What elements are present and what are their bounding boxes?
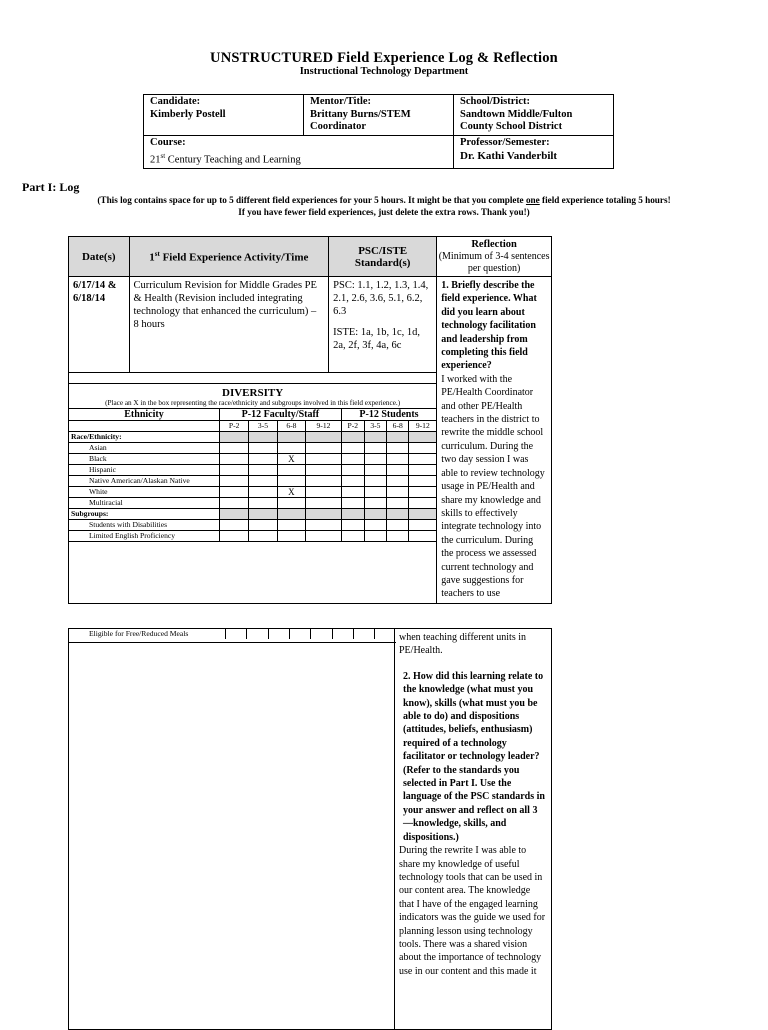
diversity-row	[69, 498, 436, 509]
mentor-label: Mentor/Title:	[310, 96, 372, 107]
shaded-cell	[277, 509, 305, 520]
diversity-row-label: Eligible for Free/Reduced Meals	[69, 629, 226, 639]
grade-header-2: 6-8	[277, 421, 305, 432]
grade-header-1: 3-5	[249, 421, 277, 432]
instructions-note: (This log contains space for up to 5 different field experiences for your 5 hours. It might be that you complete one field experience totaling 5 hours! If you have fewer field experiences, just delete the extra rows. Thank you!)	[97, 195, 671, 217]
diversity-mark-cell[interactable]	[364, 531, 386, 542]
diversity-row	[69, 443, 436, 454]
shaded-cell	[341, 509, 364, 520]
standards-header: PSC/ISTE Standard(s)	[329, 237, 437, 277]
reflection-cell-continued	[395, 629, 552, 1030]
shaded-cell	[341, 432, 364, 443]
shaded-cell	[409, 509, 436, 520]
diversity-mark-cell[interactable]	[277, 520, 305, 531]
students-col-header: P-12 Students	[341, 409, 436, 421]
shaded-cell	[249, 509, 277, 520]
diversity-mark-cell[interactable]	[277, 465, 305, 476]
diversity-mark-cell[interactable]	[220, 487, 249, 498]
professor-label: Professor/Semester:	[460, 137, 550, 148]
school-cell	[454, 95, 614, 136]
diversity-mark-cell[interactable]	[249, 487, 277, 498]
diversity-mark-cell[interactable]	[268, 629, 289, 639]
diversity-mark-cell[interactable]	[306, 454, 342, 465]
diversity-row	[69, 454, 436, 465]
diversity-mark-cell[interactable]	[409, 476, 436, 487]
diversity-mark-cell[interactable]: X	[277, 454, 305, 465]
diversity-mark-cell[interactable]	[289, 629, 310, 639]
diversity-mark-cell[interactable]	[249, 520, 277, 531]
race-heading-row	[69, 432, 436, 443]
diversity-row-label: Students with Disabilities	[69, 520, 220, 531]
diversity-mark-cell[interactable]	[387, 476, 409, 487]
diversity-mark-cell[interactable]	[306, 487, 342, 498]
diversity-row	[69, 520, 436, 531]
diversity-row	[69, 465, 436, 476]
shaded-cell	[220, 432, 249, 443]
diversity-row	[69, 487, 436, 498]
diversity-mark-cell[interactable]	[220, 465, 249, 476]
diversity-mark-cell[interactable]	[409, 487, 436, 498]
document-title: UNSTRUCTURED Field Experience Log & Reflection	[210, 50, 558, 66]
diversity-row-label: Limited English Proficiency	[69, 531, 220, 542]
diversity-mark-cell[interactable]	[249, 498, 277, 509]
field-experience-log-table	[68, 236, 552, 604]
candidate-label: Candidate:	[150, 96, 201, 107]
diversity-mark-cell[interactable]	[277, 476, 305, 487]
psc-standards: PSC: 1.1, 1.2, 1.3, 1.4, 2.1, 2.6, 3.6, 5.1, 6.2, 6.3	[333, 280, 429, 317]
subgroups-heading-row	[69, 509, 436, 520]
shaded-cell	[364, 509, 386, 520]
diversity-mark-cell[interactable]	[332, 629, 353, 639]
diversity-mark-cell[interactable]	[341, 498, 364, 509]
reflection-question-2: 2. How did this learning relate to the knowledge (what must you know), skills (what must you be able to do) and dispositions (attitudes, beliefs, enthusiasm) required of a technology facilitator or technology leader? (Refer to the standards you selected in Part I. Use the language of the PSC standards in your answer and reflect on all 3—knowledge, skills, and dispositions.)	[403, 670, 545, 843]
candidate-cell	[144, 95, 304, 136]
diversity-mark-cell[interactable]	[409, 443, 436, 454]
diversity-mark-cell[interactable]	[306, 476, 342, 487]
diversity-row-label: Asian	[69, 443, 220, 454]
reflection-answer-2: During the rewrite I was able to share my knowledge of useful technology tools that can be used in our content area. The knowledge that I have of the engaged learning indicators was the guide we used for planning lesson using technology tools. There was a shared vision about the importance of technology use in our content and this made it	[399, 845, 546, 977]
diversity-mark-cell[interactable]	[409, 465, 436, 476]
diversity-mark-cell[interactable]	[387, 487, 409, 498]
diversity-mark-cell[interactable]	[249, 443, 277, 454]
shaded-cell	[306, 509, 342, 520]
diversity-mark-cell[interactable]	[387, 454, 409, 465]
diversity-mark-cell[interactable]	[364, 443, 386, 454]
diversity-mark-cell[interactable]	[249, 454, 277, 465]
iste-standards: ISTE: 1a, 1b, 1c, 1d, 2a, 2f, 3f, 4a, 6c	[333, 327, 421, 351]
reflection-header: Reflection (Minimum of 3-4 sentences per question)	[437, 237, 552, 277]
diversity-mark-cell[interactable]	[277, 443, 305, 454]
entry-dates: 6/17/14 & 6/18/14	[69, 277, 130, 373]
diversity-row-label: White	[69, 487, 220, 498]
diversity-mark-cell[interactable]	[277, 498, 305, 509]
grade-header-6: 6-8	[387, 421, 409, 432]
diversity-mark-cell[interactable]	[249, 476, 277, 487]
shaded-cell	[249, 432, 277, 443]
reflection-question-1: 1. Briefly describe the field experience. What did you learn about technology facilitation and leadership from completing this field experience?	[441, 280, 537, 372]
grade-header-7: 9-12	[409, 421, 436, 432]
course-label: Course:	[150, 137, 186, 148]
continued-diversity-row	[69, 629, 395, 643]
grade-header-3: 9-12	[306, 421, 342, 432]
reflection-answer-1-continued: when teaching different units in PE/Health.	[399, 632, 527, 657]
diversity-title: DIVERSITY	[222, 387, 284, 399]
diversity-mark-cell[interactable]	[364, 454, 386, 465]
diversity-mark-cell[interactable]	[220, 531, 249, 542]
diversity-table	[69, 408, 436, 542]
diversity-mark-cell[interactable]	[311, 629, 332, 639]
candidate-info-table	[143, 94, 614, 169]
professor-cell	[454, 136, 614, 169]
mentor-cell	[304, 95, 454, 136]
diversity-row-label: Native American/Alaskan Native	[69, 476, 220, 487]
grade-header-4: P-2	[341, 421, 364, 432]
diversity-mark-cell[interactable]: X	[277, 487, 305, 498]
diversity-mark-cell[interactable]	[353, 629, 374, 639]
course-cell	[144, 136, 454, 169]
diversity-mark-cell[interactable]	[341, 476, 364, 487]
diversity-mark-cell[interactable]	[409, 531, 436, 542]
diversity-mark-cell[interactable]	[277, 531, 305, 542]
diversity-mark-cell[interactable]	[306, 498, 342, 509]
diversity-mark-cell[interactable]	[409, 498, 436, 509]
school-label: School/District:	[460, 96, 530, 107]
diversity-mark-cell[interactable]	[306, 465, 342, 476]
diversity-row	[69, 476, 436, 487]
subgroups-heading-row-label: Subgroups:	[69, 509, 220, 520]
diversity-mark-cell[interactable]	[364, 487, 386, 498]
entry-activity: Curriculum Revision for Middle Grades PE & Health (Revision included integrating technology that enhanced the curriculum) – 8 hours	[129, 277, 329, 373]
diversity-mark-cell[interactable]	[220, 476, 249, 487]
shaded-cell	[409, 432, 436, 443]
grade-header-0: P-2	[220, 421, 249, 432]
field-experience-log-continued	[68, 628, 552, 1030]
diversity-mark-cell[interactable]	[375, 629, 394, 639]
diversity-mark-cell[interactable]	[341, 454, 364, 465]
candidate-value: Kimberly Postell	[150, 108, 226, 120]
diversity-section	[69, 373, 437, 604]
faculty-col-header: P-12 Faculty/Staff	[220, 409, 342, 421]
diversity-mark-cell[interactable]	[387, 443, 409, 454]
diversity-mark-cell[interactable]	[409, 520, 436, 531]
shaded-cell	[387, 509, 409, 520]
shaded-cell	[387, 432, 409, 443]
entry-standards	[329, 277, 437, 373]
professor-value: Dr. Kathi Vanderbilt	[460, 149, 558, 162]
diversity-mark-cell[interactable]	[306, 520, 342, 531]
diversity-mark-cell[interactable]	[249, 465, 277, 476]
school-value: Sandtown Middle/Fulton County School District	[460, 108, 573, 132]
diversity-row	[69, 629, 394, 639]
diversity-mark-cell[interactable]	[341, 443, 364, 454]
diversity-mark-cell[interactable]	[387, 531, 409, 542]
diversity-mark-cell[interactable]	[220, 520, 249, 531]
diversity-row	[69, 531, 436, 542]
dates-header: Date(s)	[69, 237, 130, 277]
course-value: 21st Century Teaching and Learning	[150, 151, 301, 165]
diversity-mark-cell[interactable]	[364, 465, 386, 476]
shaded-cell	[277, 432, 305, 443]
diversity-mark-cell[interactable]	[364, 498, 386, 509]
diversity-row-label: Hispanic	[69, 465, 220, 476]
document-subtitle: Instructional Technology Department	[299, 66, 469, 77]
reflection-cell	[437, 277, 552, 604]
diversity-mark-cell[interactable]	[341, 520, 364, 531]
diversity-mark-cell[interactable]	[387, 520, 409, 531]
diversity-mark-cell[interactable]	[220, 454, 249, 465]
diversity-row-label: Black	[69, 454, 220, 465]
reflection-answer-1: I worked with the PE/Health Coordinator and other PE/Health teachers in the district to rewrite the middle school curriculum. During the two day session I was able to review technology usage in PE/Health and share my knowledge and skills to effectively integrate technology into the curriculum. During the process we assessed current technology and gave suggestions for teachers to use	[441, 373, 545, 600]
diversity-mark-cell[interactable]	[341, 487, 364, 498]
diversity-mark-cell[interactable]	[226, 629, 247, 639]
diversity-mark-cell[interactable]	[387, 465, 409, 476]
shaded-cell	[306, 432, 342, 443]
diversity-row-label: Multiracial	[69, 498, 220, 509]
ethnicity-col-header: Ethnicity	[69, 409, 220, 421]
race-heading-row-label: Race/Ethnicity:	[69, 432, 220, 443]
diversity-mark-cell[interactable]	[341, 465, 364, 476]
grade-header-row	[69, 421, 436, 432]
shaded-cell	[220, 509, 249, 520]
diversity-mark-cell[interactable]	[364, 476, 386, 487]
diversity-mark-cell[interactable]	[409, 454, 436, 465]
diversity-instruction: (Place an X in the box representing the race/ethnicity and subgroups involved in this field experience.)	[105, 399, 401, 407]
mentor-value: Brittany Burns/STEM Coordinator	[310, 108, 411, 132]
part-heading: Part I: Log	[22, 180, 80, 194]
blank-area	[69, 643, 395, 1030]
shaded-cell	[364, 432, 386, 443]
diversity-mark-cell[interactable]	[220, 443, 249, 454]
diversity-mark-cell[interactable]	[249, 531, 277, 542]
diversity-mark-cell[interactable]	[247, 629, 268, 639]
diversity-mark-cell[interactable]	[306, 443, 342, 454]
diversity-mark-cell[interactable]	[220, 498, 249, 509]
diversity-mark-cell[interactable]	[306, 531, 342, 542]
diversity-mark-cell[interactable]	[341, 531, 364, 542]
diversity-mark-cell[interactable]	[364, 520, 386, 531]
grade-header-5: 3-5	[364, 421, 386, 432]
activity-header: 1st Field Experience Activity/Time	[129, 237, 329, 277]
diversity-mark-cell[interactable]	[387, 498, 409, 509]
